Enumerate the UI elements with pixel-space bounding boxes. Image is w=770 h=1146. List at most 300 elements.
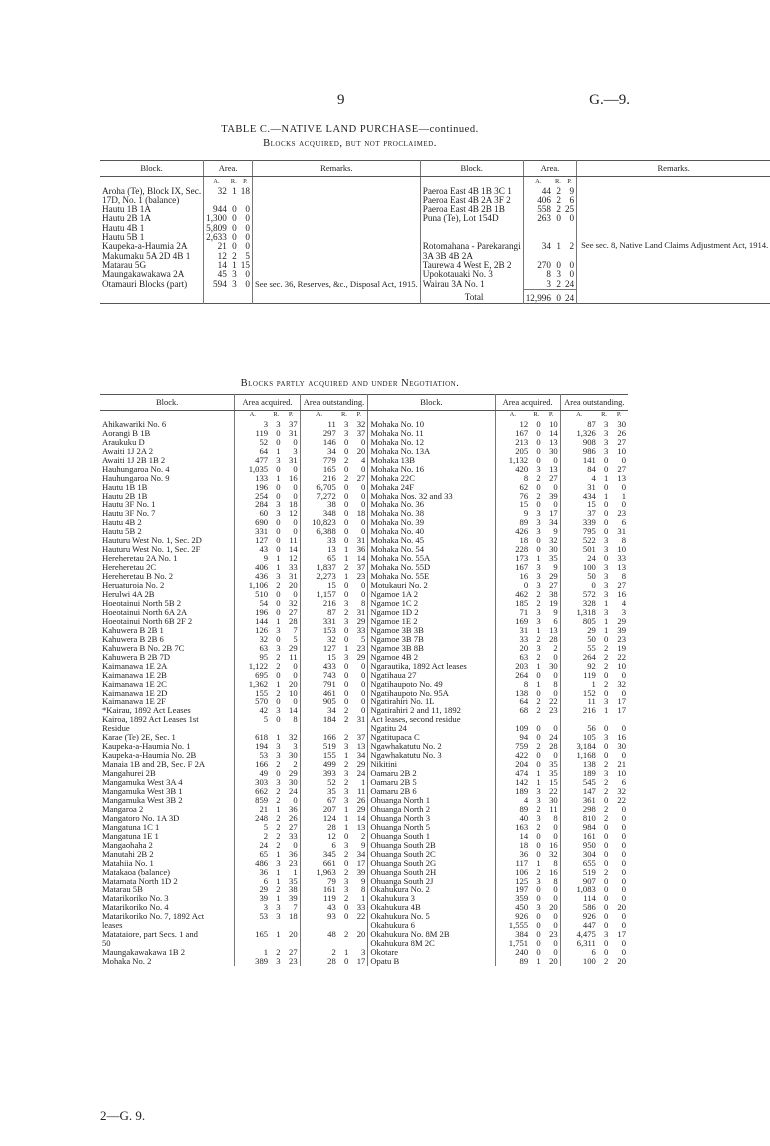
block-name: *Kairau, 1892 Act Leases <box>100 706 235 715</box>
acquired-roods: 2 <box>536 696 541 707</box>
outstanding-acres: 50 <box>587 571 596 582</box>
outstanding-roods: 1 <box>343 750 349 761</box>
block-name: Opatu B <box>368 957 495 966</box>
acquired-acres: 32 <box>259 633 269 644</box>
acquired-roods: 1 <box>276 929 281 940</box>
outstanding-acres: 29 <box>587 624 596 635</box>
acquired-acres: 163 <box>515 821 529 832</box>
outstanding-perches: 27 <box>617 436 626 447</box>
acquired-roods: 0 <box>536 436 541 447</box>
outstanding-roods: 3 <box>343 768 349 779</box>
total-roods: 0 <box>553 289 563 303</box>
acquired-acres: 52 <box>259 436 269 447</box>
unit-label: P. <box>543 410 561 419</box>
outstanding-perches: 0 <box>350 689 368 698</box>
block-name: Hereheretau 2C <box>100 563 235 572</box>
block-name: Ngamoe 1D 2 <box>368 608 495 617</box>
outstanding-perches: 17 <box>617 696 626 707</box>
acquired-perches: 26 <box>283 814 301 823</box>
outstanding-perches: 0 <box>621 866 626 877</box>
acquired-roods: 3 <box>276 750 281 761</box>
acquired-roods: 3 <box>536 794 541 805</box>
acquired-roods: 0 <box>276 696 281 707</box>
acquired-perches: 20 <box>283 930 301 939</box>
outstanding-perches: 27 <box>617 463 626 474</box>
outstanding-roods: 0 <box>343 589 349 600</box>
table-row <box>100 957 628 966</box>
outstanding-perches: 0 <box>621 669 626 680</box>
outstanding-roods: 0 <box>604 848 609 859</box>
acquired-perches: 20 <box>283 581 301 590</box>
acquired-roods: 1 <box>536 857 541 868</box>
outstanding-acres: 13 <box>327 544 336 555</box>
acquired-acres: 436 <box>255 571 269 582</box>
acquired-acres: 303 <box>255 777 269 788</box>
outstanding-roods: 3 <box>604 732 609 743</box>
block-name: Manutahi 2B 2 <box>100 850 235 859</box>
block-name: Kairoa, 1892 Act Leases 1st <box>100 715 235 724</box>
block-name: Kaimanawa 1E 2F <box>100 697 235 706</box>
block-name: Maungakawakawa 1B 2 <box>100 948 235 957</box>
acquired-acres: 109 <box>515 723 529 734</box>
outstanding-perches: 0 <box>350 590 368 599</box>
outstanding-perches: 0 <box>621 920 626 931</box>
outstanding-acres: 1,963 <box>316 866 336 877</box>
acquired-roods: 0 <box>536 418 541 429</box>
outstanding-acres: 87 <box>327 606 336 617</box>
outstanding-perches: 0 <box>621 857 626 868</box>
acquired-perches: 13 <box>543 465 561 474</box>
outstanding-perches: 33 <box>350 626 368 635</box>
acquired-roods: 0 <box>276 633 281 644</box>
outstanding-perches: 30 <box>617 741 626 752</box>
block-name: Matarau 5B <box>100 885 235 894</box>
acquired-perches: 0 <box>283 438 301 447</box>
acquired-perches: 13 <box>543 626 561 635</box>
outstanding-perches <box>350 939 368 948</box>
area-roods: 2 <box>232 250 237 261</box>
spacer-cell <box>252 177 420 187</box>
outstanding-roods: 1 <box>343 553 349 564</box>
block-name: Ngatihaua 27 <box>368 671 495 680</box>
outstanding-roods: 0 <box>343 660 349 671</box>
outstanding-acres: 655 <box>582 857 596 868</box>
acquired-roods: 2 <box>276 839 281 850</box>
block-name: Aroha (Te), Block IX, Sec. <box>100 187 204 196</box>
unit-label: R. <box>230 178 237 186</box>
block-name: Oamaru 2B 2 <box>368 769 495 778</box>
acquired-roods: 3 <box>536 785 541 796</box>
acquired-roods: 0 <box>536 848 541 859</box>
block-name: Matahiia No. 1 <box>100 859 235 868</box>
acquired-perches: 13 <box>543 438 561 447</box>
spacer-cell <box>252 289 420 303</box>
block-name: Paeroa East 4B 1B 3C 1 <box>420 187 523 196</box>
outstanding-perches: 0 <box>350 527 368 536</box>
area-acres: 594 <box>213 278 227 289</box>
acquired-roods: 0 <box>536 750 541 761</box>
acquired-acres: 18 <box>519 839 529 850</box>
block-name: Hoeotainui North 6B 2F 2 <box>100 617 235 626</box>
block-name: Ohuanga South 2B <box>368 841 495 850</box>
acquired-acres: 422 <box>515 750 529 761</box>
remarks-cell <box>577 187 770 304</box>
acquired-perches: 0 <box>543 751 561 760</box>
outstanding-perches: 1 <box>621 490 626 501</box>
acquired-roods: 0 <box>276 768 281 779</box>
outstanding-perches: 0 <box>350 706 368 715</box>
outstanding-acres: 810 <box>582 812 596 823</box>
block-name: Ngamoe 3B 3B <box>368 626 495 635</box>
acquired-perches: 0 <box>543 939 561 948</box>
outstanding-perches: 33 <box>617 553 626 564</box>
unit-label: R. <box>273 410 280 418</box>
outstanding-acres: 2 <box>331 947 336 958</box>
acquired-roods: 0 <box>536 481 541 492</box>
block-name: Mohaka 22C <box>368 474 495 483</box>
acquired-acres: 71 <box>519 606 529 617</box>
outstanding-roods: 2 <box>604 956 609 967</box>
acquired-acres: 450 <box>515 902 529 913</box>
acquired-roods: 0 <box>536 535 541 546</box>
outstanding-acres: 12 <box>327 830 336 841</box>
outstanding-roods: 0 <box>343 911 349 922</box>
acquired-perches: 36 <box>283 805 301 814</box>
acquired-acres: 9 <box>263 553 269 564</box>
block-name: Mohaka 13B <box>368 456 495 465</box>
acquired-acres: 6 <box>263 875 269 886</box>
outstanding-perches: 8 <box>621 571 626 582</box>
acquired-roods: 2 <box>276 651 281 662</box>
outstanding-acres: 791 <box>322 678 336 689</box>
outstanding-perches: 22 <box>617 651 626 662</box>
acquired-acres: 8 <box>523 472 529 483</box>
block-name: Mohaka No. 40 <box>368 527 495 536</box>
block-name: Okahukura No. 2 <box>368 885 495 894</box>
block-name: Mangaroa 2 <box>100 805 235 814</box>
outstanding-perches: 29 <box>350 617 368 626</box>
outstanding-acres: 6,311 <box>576 938 596 949</box>
block-name: Kahuwera B 2B 7D <box>100 653 235 662</box>
acquired-acres: 196 <box>255 606 269 617</box>
table-row <box>100 930 628 939</box>
outstanding-roods: 3 <box>604 696 609 707</box>
outstanding-roods: 0 <box>343 696 349 707</box>
block-name: Okahukura No. 8M 2B <box>368 930 495 939</box>
outstanding-acres: 216 <box>582 705 596 716</box>
outstanding-acres: 93 <box>327 911 336 922</box>
acquired-acres: 126 <box>255 624 269 635</box>
acquired-roods: 3 <box>276 902 281 913</box>
t2-header-block: Block. <box>100 395 235 411</box>
acquired-roods: 2 <box>536 803 541 814</box>
acquired-roods: 3 <box>276 705 281 716</box>
acquired-perches: 29 <box>283 644 301 653</box>
outstanding-acres: 52 <box>327 777 336 788</box>
acquired-roods: 3 <box>536 562 541 573</box>
outstanding-perches: 16 <box>617 732 626 743</box>
area-roods: 0 <box>232 222 237 233</box>
acquired-roods: 0 <box>276 589 281 600</box>
outstanding-acres: 38 <box>327 499 336 510</box>
outstanding-acres: 33 <box>327 535 336 546</box>
acquired-acres: 62 <box>519 481 529 492</box>
outstanding-acres: 461 <box>322 687 336 698</box>
outstanding-perches: 10 <box>617 544 626 555</box>
acquired-acres: 662 <box>255 785 269 796</box>
block-name: leases <box>100 921 235 930</box>
outstanding-perches: 9 <box>350 877 368 886</box>
outstanding-roods: 0 <box>343 436 349 447</box>
acquired-perches: 15 <box>543 778 561 787</box>
outstanding-acres: 298 <box>582 803 596 814</box>
acquired-roods: 1 <box>276 553 281 564</box>
outstanding-perches: 10 <box>617 445 626 456</box>
acquired-roods: 3 <box>536 463 541 474</box>
outstanding-perches: 23 <box>350 572 368 581</box>
area-acres: 263 <box>537 213 551 224</box>
block-name: Mohaka No. 36 <box>368 500 495 509</box>
table1 <box>100 160 770 304</box>
acquired-perches: 0 <box>543 823 561 832</box>
acquired-acres: 3 <box>263 418 269 429</box>
acquired-perches: 37 <box>283 420 301 429</box>
outstanding-roods: 0 <box>343 463 349 474</box>
outstanding-acres: 28 <box>327 956 336 967</box>
outstanding-roods: 2 <box>343 866 349 877</box>
outstanding-roods: 1 <box>343 571 349 582</box>
outstanding-perches: 0 <box>621 803 626 814</box>
acquired-acres: 89 <box>519 956 529 967</box>
acquired-roods: 0 <box>536 938 541 949</box>
outstanding-roods: 0 <box>604 794 609 805</box>
unit-label: P. <box>563 177 577 187</box>
outstanding-roods: 0 <box>604 741 609 752</box>
outstanding-roods: 0 <box>343 490 349 501</box>
acquired-acres: 462 <box>515 589 529 600</box>
outstanding-perches: 20 <box>350 930 368 939</box>
acquired-perches: 27 <box>283 948 301 957</box>
outstanding-roods: 2 <box>604 866 609 877</box>
acquired-perches: 8 <box>543 680 561 689</box>
block-name: Mohaka No. 12 <box>368 438 495 447</box>
block-name: Hauturu West No. 1, Sec. 2D <box>100 536 235 545</box>
outstanding-perches: 23 <box>350 644 368 653</box>
outstanding-acres: 950 <box>582 839 596 850</box>
acquired-perches: 18 <box>283 912 301 921</box>
outstanding-roods: 0 <box>604 517 609 528</box>
outstanding-acres: 147 <box>582 785 596 796</box>
outstanding-perches: 0 <box>621 893 626 904</box>
acquired-perches: 32 <box>543 850 561 859</box>
outstanding-perches: 0 <box>350 697 368 706</box>
acquired-acres: 420 <box>515 463 529 474</box>
outstanding-acres: 138 <box>582 759 596 770</box>
block-name: Hautu 4B 2 <box>100 518 235 527</box>
block-name: Hereheretau B No. 2 <box>100 572 235 581</box>
block-name: 50 <box>100 939 235 948</box>
outstanding-roods: 3 <box>343 427 349 438</box>
acquired-acres: 60 <box>259 508 269 519</box>
outstanding-roods: 3 <box>343 615 349 626</box>
outstanding-perches: 10 <box>617 768 626 779</box>
area-roods: 2 <box>556 204 561 215</box>
outstanding-acres: 433 <box>322 660 336 671</box>
acquired-roods: 3 <box>536 580 541 591</box>
unit-label: P. <box>350 410 368 419</box>
area-perches: 18 <box>239 187 253 196</box>
acquired-roods: 2 <box>536 705 541 716</box>
acquired-roods: 0 <box>276 597 281 608</box>
outstanding-roods: 1 <box>604 705 609 716</box>
table-row <box>100 912 628 921</box>
outstanding-acres: 984 <box>582 821 596 832</box>
outstanding-perches: 1 <box>350 894 368 903</box>
acquired-perches: 3 <box>283 742 301 751</box>
acquired-perches: 0 <box>543 948 561 957</box>
outstanding-perches: 34 <box>350 850 368 859</box>
outstanding-perches: 34 <box>350 751 368 760</box>
block-name: Okahukura 6 <box>368 921 495 930</box>
acquired-acres: 31 <box>519 624 529 635</box>
block-name: Matarikoriko No. 7, 1892 Act <box>100 912 235 921</box>
outstanding-perches: 32 <box>350 420 368 429</box>
acquired-acres: 133 <box>255 472 269 483</box>
acquired-roods: 3 <box>536 517 541 528</box>
outstanding-perches: 1 <box>350 778 368 787</box>
acquired-perches: 17 <box>543 509 561 518</box>
acquired-roods: 3 <box>276 911 281 922</box>
outstanding-acres: 264 <box>582 651 596 662</box>
acquired-acres: 173 <box>515 553 529 564</box>
remarks-text: See sec. 8, Native Land Claims Adjustment Act, 1914. <box>581 239 769 250</box>
acquired-perches: 9 <box>543 527 561 536</box>
outstanding-roods: 1 <box>604 597 609 608</box>
block-name <box>420 224 523 233</box>
outstanding-roods: 2 <box>343 893 349 904</box>
outstanding-perches: 0 <box>621 830 626 841</box>
outstanding-acres: 795 <box>582 526 596 537</box>
acquired-perches: 33 <box>283 832 301 841</box>
outstanding-roods: 2 <box>343 472 349 483</box>
acquired-roods: 2 <box>536 866 541 877</box>
acquired-roods: 3 <box>536 642 541 653</box>
block-name: Karae (Te) 2E, Sec. 1 <box>100 733 235 742</box>
block-name: Ngamoe 3B 7B <box>368 635 495 644</box>
block-name: Ngatirahiri No. 1L <box>368 697 495 706</box>
acquired-roods: 0 <box>536 687 541 698</box>
acquired-acres: 49 <box>259 768 269 779</box>
t2-header-block2: Block. <box>368 395 495 411</box>
acquired-roods: 2 <box>536 651 541 662</box>
acquired-acres: 240 <box>515 947 529 958</box>
outstanding-acres: 100 <box>582 562 596 573</box>
outstanding-acres: 447 <box>582 920 596 931</box>
unit-label: A. <box>213 178 220 186</box>
acquired-acres: 196 <box>255 481 269 492</box>
block-name: Hoeotainui North 5B 2 <box>100 599 235 608</box>
acquired-roods: 0 <box>536 929 541 940</box>
acquired-acres: 228 <box>515 544 529 555</box>
acquired-roods: 3 <box>276 571 281 582</box>
acquired-acres: 254 <box>255 490 269 501</box>
outstanding-perches: 36 <box>350 545 368 554</box>
outstanding-acres: 339 <box>582 517 596 528</box>
outstanding-acres: 1 <box>591 678 596 689</box>
outstanding-roods: 0 <box>343 535 349 546</box>
acquired-acres: 167 <box>515 427 529 438</box>
block-name: Ahikawariki No. 6 <box>100 420 235 429</box>
outstanding-acres: 43 <box>327 902 336 913</box>
outstanding-roods: 2 <box>604 651 609 662</box>
acquired-roods: 2 <box>536 821 541 832</box>
outstanding-perches: 17 <box>350 957 368 966</box>
block-name: Mohaka No. 55A <box>368 554 495 563</box>
outstanding-roods: 2 <box>343 929 349 940</box>
outstanding-perches: 30 <box>617 418 626 429</box>
outstanding-perches: 11 <box>350 787 368 796</box>
acquired-acres: 24 <box>259 839 269 850</box>
outstanding-roods: 1 <box>343 947 349 958</box>
acquired-acres: 389 <box>255 956 269 967</box>
acquired-perches: 23 <box>543 930 561 939</box>
block-name: Hoeotainui North 6A 2A <box>100 608 235 617</box>
outstanding-perches: 29 <box>350 653 368 662</box>
acquired-roods: 3 <box>276 642 281 653</box>
acquired-roods: 0 <box>536 723 541 734</box>
block-name: Puna (Te), Lot 154D <box>420 214 523 223</box>
acquired-perches: 7 <box>283 626 301 635</box>
acquired-roods: 1 <box>536 777 541 788</box>
acquired-perches: 0 <box>283 518 301 527</box>
area-roods: 3 <box>232 278 237 289</box>
acquired-roods: 3 <box>276 741 281 752</box>
acquired-perches: 23 <box>543 706 561 715</box>
acquired-acres: 474 <box>515 768 529 779</box>
outstanding-acres: 0 <box>591 580 596 591</box>
block-name: Awaiti 1J 2B 1B 2 <box>100 456 235 465</box>
acquired-perches: 32 <box>543 536 561 545</box>
outstanding-roods: 1 <box>604 490 609 501</box>
outstanding-roods: 0 <box>343 678 349 689</box>
acquired-acres: 477 <box>255 454 269 465</box>
acquired-acres: 406 <box>255 562 269 573</box>
outstanding-roods: 0 <box>604 750 609 761</box>
outstanding-acres: 6 <box>591 947 596 958</box>
acquired-roods: 1 <box>276 848 281 859</box>
area-perches: 0 <box>239 224 253 233</box>
outstanding-perches: 13 <box>350 823 368 832</box>
block-name: Residue <box>100 724 235 733</box>
outstanding-perches: 37 <box>350 733 368 742</box>
acquired-acres: 1,751 <box>508 938 529 949</box>
acquired-acres: 5 <box>263 714 269 725</box>
acquired-perches: 11 <box>283 653 301 662</box>
outstanding-acres: 331 <box>322 615 336 626</box>
outstanding-perches: 27 <box>617 580 626 591</box>
block-name: Matarikoriko No. 4 <box>100 903 235 912</box>
acquired-perches: 32 <box>283 599 301 608</box>
outstanding-acres: 11 <box>587 696 596 707</box>
t2-header-outstanding2: Area outstanding. <box>560 395 628 411</box>
acquired-roods: 0 <box>536 920 541 931</box>
outstanding-acres: 216 <box>322 472 336 483</box>
block-name: Ngawhakatutu No. 2 <box>368 742 495 751</box>
acquired-acres: 3 <box>263 902 269 913</box>
block-name: Ohuanga North 3 <box>368 814 495 823</box>
outstanding-acres: 905 <box>322 696 336 707</box>
area-perches: 0 <box>239 270 253 279</box>
